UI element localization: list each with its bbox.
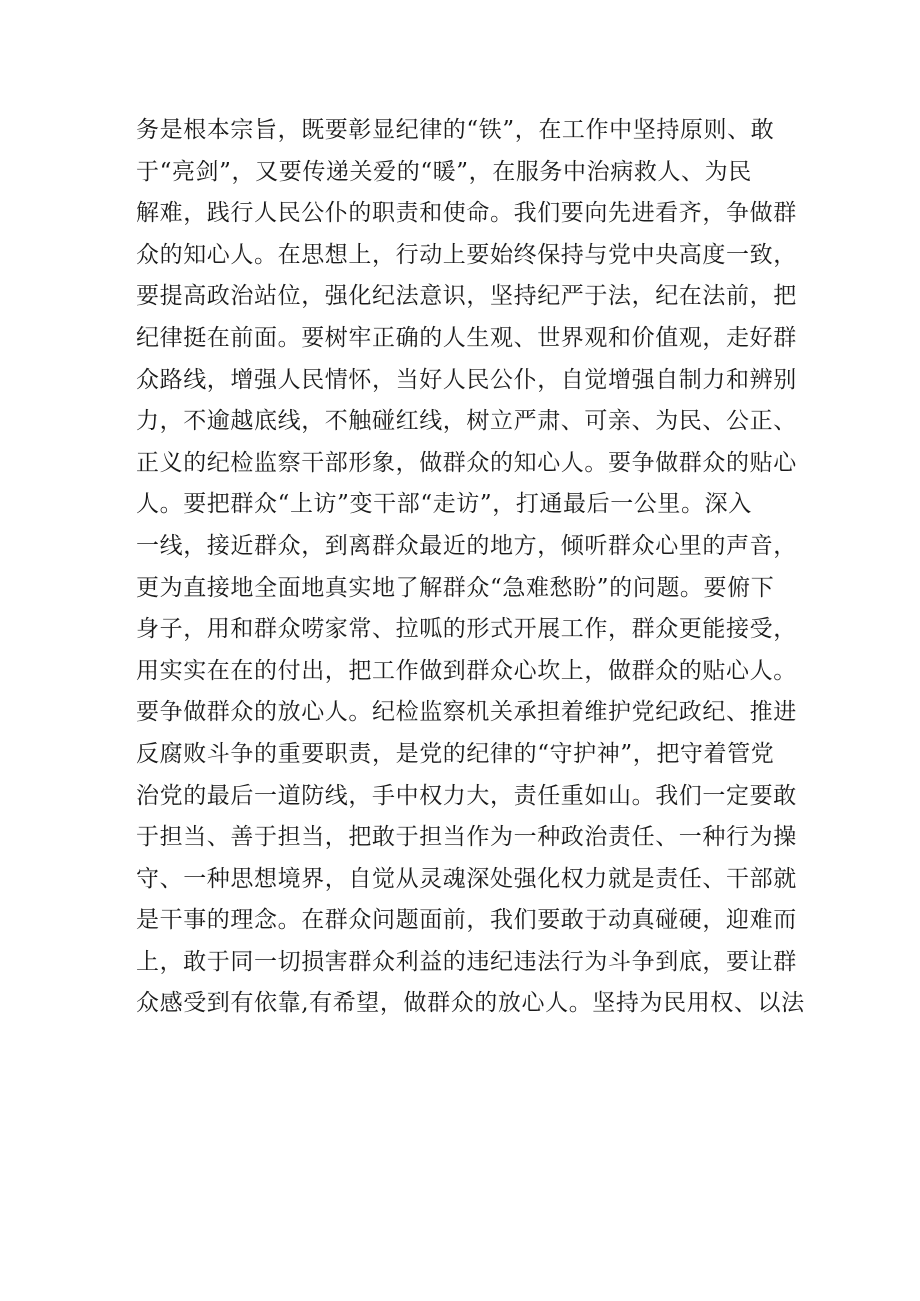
text-line: 一线，接近群众，到离群众最近的地方，倾听群众心里的声音， xyxy=(136,532,797,559)
text-line: 治党的最后一道防线，手中权力大，责任重如山。我们一定要敢 xyxy=(136,782,797,809)
text-line: 于担当、善于担当，把敢于担当作为一种政治责任、一种行为操 xyxy=(136,824,797,851)
text-line: 众感受到有依靠,有希望，做群众的放心人。坚持为民用权、以法 xyxy=(136,990,805,1017)
text-line: 人。要把群众“上访”变干部“走访”，打通最后一公里。深入 xyxy=(136,491,752,518)
text-line: 力，不逾越底线，不触碰红线，树立严肃、可亲、为民、公正、 xyxy=(136,408,797,435)
text-line: 上，敢于同一切损害群众利益的违纪违法行为斗争到底，要让群 xyxy=(136,948,797,975)
text-line: 众的知心人。在思想上，行动上要始终保持与党中央高度一致， xyxy=(136,241,797,268)
text-line: 纪律挺在前面。要树牢正确的人生观、世界观和价值观，走好群 xyxy=(136,324,797,351)
text-line: 反腐败斗争的重要职责，是党的纪律的“守护神”，把守着管党 xyxy=(136,740,775,767)
body-paragraph xyxy=(136,110,805,1025)
text-line: 众路线，增强人民情怀，当好人民公仆，自觉增强自制力和辨别 xyxy=(136,366,797,393)
text-line: 用实实在在的付出，把工作做到群众心坎上，做群众的贴心人。 xyxy=(136,657,797,684)
text-line: 更为直接地全面地真实地了解群众“急难愁盼”的问题。要俯下 xyxy=(136,574,775,601)
text-line: 是干事的理念。在群众问题面前，我们要敢于动真碰硬，迎难而 xyxy=(136,907,797,934)
text-line: 正义的纪检监察干部形象，做群众的知心人。要争做群众的贴心 xyxy=(136,449,797,476)
text-line: 要争做群众的放心人。纪检监察机关承担着维护党纪政纪、推进 xyxy=(136,699,797,726)
text-line: 身子，用和群众唠家常、拉呱的形式开展工作，群众更能接受， xyxy=(136,616,797,643)
text-line: 解难，践行人民公仆的职责和使命。我们要向先进看齐，争做群 xyxy=(136,200,797,227)
text-line: 务是根本宗旨，既要彰显纪律的“铁”，在工作中坚持原则、敢 xyxy=(136,117,775,143)
text-line: 要提高政治站位，强化纪法意识，坚持纪严于法，纪在法前，把 xyxy=(136,283,797,310)
text-line: 于“亮剑”，又要传递关爱的“暖”，在服务中治病救人、为民 xyxy=(136,158,752,185)
text-line: 守、一种思想境界，自觉从灵魂深处强化权力就是责任、干部就 xyxy=(136,865,797,892)
